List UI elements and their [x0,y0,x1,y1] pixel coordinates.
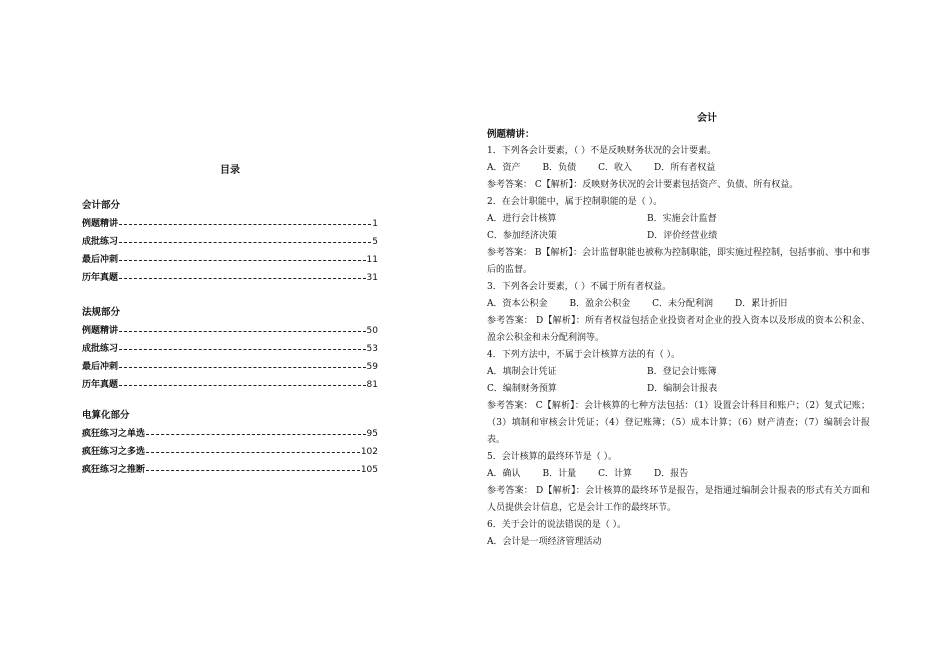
answer-explanation: 参考答案： C【解析】：反映财务状况的会计要素包括资产、负债、所有权益。 [487,180,799,190]
toc-leader [146,434,366,435]
toc-entry[interactable] [82,376,378,394]
option: C．计算 [598,469,633,479]
toc-section-accounting [82,197,378,287]
toc-entry[interactable] [82,461,378,479]
toc-entry-page: 105 [360,465,378,475]
toc-leader [146,452,360,453]
answer-explanation: 参考答案： B【解析】：会计监督职能也被称为控制职能，即实施过程控制，包括事前、事中和事后的监督。 [487,248,870,275]
toc-leader [119,331,366,332]
toc-entry[interactable] [82,322,378,340]
toc-leader [119,242,371,243]
question-options [487,466,870,483]
question-options [487,211,870,228]
toc-leader [119,367,366,368]
option: B．负债 [542,163,577,173]
toc-entry[interactable] [82,340,378,358]
toc-entry-page: 31 [366,273,378,283]
toc-leader [119,349,366,350]
toc-entry[interactable] [82,358,378,376]
toc-entry-label: 疯狂练习之单选 [82,429,146,439]
toc-entry-label: 最后冲刺 [82,255,119,265]
option: A．填制会计凭证 [487,367,557,377]
option: A．资产 [487,163,521,173]
toc-entry-page: 11 [366,255,378,265]
toc-entry[interactable] [82,443,378,461]
answer-explanation: 参考答案： C【解析】：会计核算的七种方法包括：（1）设置会计科目和账户；（2）复式记账；（3）填制和审核会计凭证；（4）登记账簿；（5）成本计算；（6）财产清查；（7）编制会计报表。 [487,401,870,445]
question-list [487,126,870,551]
option: A．会计是一项经济管理活动 [487,537,602,547]
toc-entry[interactable] [82,251,378,269]
page-title: 会计 [697,113,717,124]
toc-leader [146,470,360,471]
toc-title: 目录 [220,165,240,176]
toc-entry-label: 例题精讲 [82,219,119,229]
toc-section-regulations [82,304,378,394]
toc-entry-page: 50 [366,326,378,336]
toc-leader [119,385,366,386]
question-text: 2．在会计职能中，属于控制职能的是（ ）。 [487,197,663,207]
question-text: 3．下列各会计要素，（ ）不属于所有者权益。 [487,282,672,292]
toc-entry[interactable] [82,215,378,233]
toc-entry-label: 成批练习 [82,237,119,247]
question-text: 5．会计核算的最终环节是（ ）。 [487,452,618,462]
toc-entry-label: 疯狂练习之多选 [82,447,146,457]
toc-entry-page: 81 [366,380,378,390]
question-options [487,364,870,381]
toc-entry-label: 历年真题 [82,273,119,283]
question-text: 4．下列方法中，不属于会计核算方法的有（ ）。 [487,350,681,360]
option: D．所有者权益 [654,163,716,173]
question-text: 6．关于会计的说法错误的是（ ）。 [487,520,627,530]
toc-entry-label: 成批练习 [82,344,119,354]
toc-leader [119,260,366,261]
toc-entry-page: 59 [366,362,378,372]
option: C．收入 [598,163,633,173]
question-options [487,296,870,313]
toc-entry-page: 95 [366,429,378,439]
toc-entry-page: 102 [360,447,378,457]
option: D．评价经营业绩 [647,231,718,241]
option: B．盈余公积金 [569,299,631,309]
toc-section-heading: 会计部分 [82,200,121,211]
toc-entry-label: 疯狂练习之推断 [82,465,146,475]
option: B．实施会计监督 [647,214,717,224]
toc-leader [119,278,366,279]
option: C．未分配利润 [652,299,714,309]
toc-entry[interactable] [82,425,378,443]
option: C．参加经济决策 [487,231,557,241]
option: D．累计折旧 [735,299,788,309]
answer-explanation: 参考答案： D【解析】：会计核算的最终环节是报告，是指通过编制会计报表的形式有关方面和人员提供会计信息，它是会计工作的最终环节。 [487,486,870,513]
toc-entry-page: 53 [366,344,378,354]
option: A．确认 [487,469,521,479]
toc-entry-page: 5 [372,237,378,247]
section-subheading: 例题精讲： [487,129,535,140]
toc-entry-label: 历年真题 [82,380,119,390]
question-text: 1．下列各会计要素，（ ）不是反映财务状况的会计要素。 [487,146,717,156]
option: A．资本公积金 [487,299,548,309]
answer-explanation: 参考答案： D【解析】：所有者权益包括企业投资者对企业的投入资本以及形成的资本公积金、盈余公积金和未分配利润等。 [487,316,870,343]
option: A．进行会计核算 [487,214,557,224]
toc-leader [119,224,371,225]
toc-entry-page: 1 [372,219,378,229]
question-options [487,381,870,398]
question-options [487,228,870,245]
toc-entry-label: 例题精讲 [82,326,119,336]
toc-entry-label: 最后冲刺 [82,362,119,372]
question-options [487,160,870,177]
toc-entry[interactable] [82,233,378,251]
toc-section-heading: 电算化部分 [82,410,130,421]
content-page [475,0,950,672]
option: B．计量 [542,469,577,479]
option: C．编制财务预算 [487,384,557,394]
option: D．编制会计报表 [647,384,718,394]
toc-entry[interactable] [82,269,378,287]
option: D．报告 [654,469,689,479]
toc-section-computerized [82,407,378,479]
toc-section-heading: 法规部分 [82,307,121,318]
option: B．登记会计账簿 [647,367,717,377]
